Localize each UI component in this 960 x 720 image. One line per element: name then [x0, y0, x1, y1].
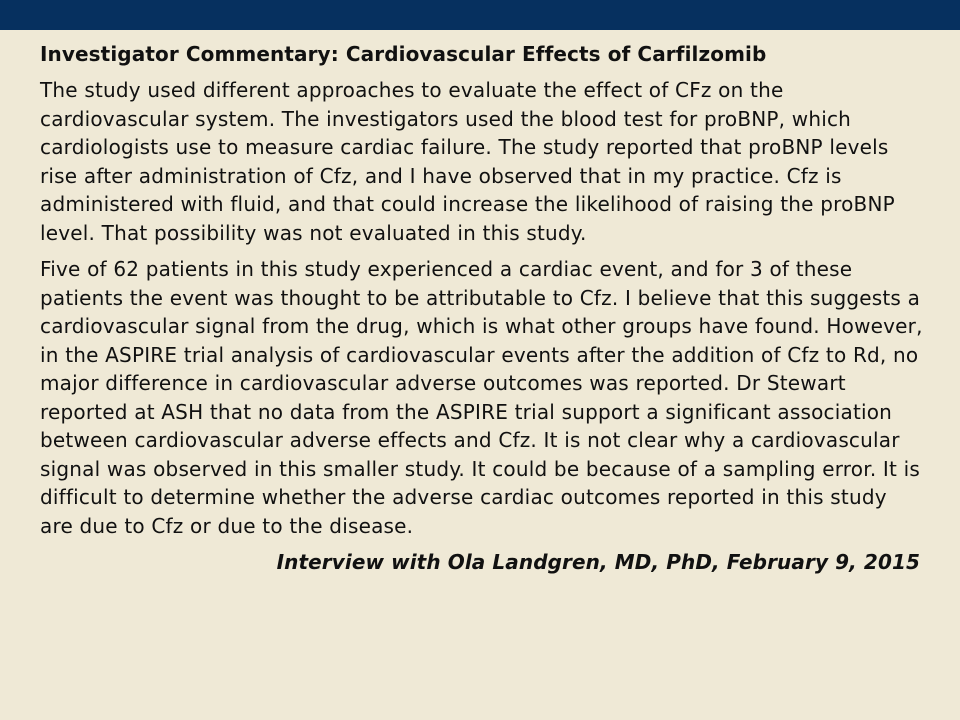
interview-attribution: Interview with Ola Landgren, MD, PhD, February 9, 2015 — [276, 550, 920, 574]
header-bar — [0, 0, 960, 30]
commentary-paragraph-2: Five of 62 patients in this study experienced a cardiac event, and for 3 of these patients the event was thought to be attributable to Cfz. I believe that this suggests a cardiovascular signal from the drug, which is what other groups have found. However, in the ASPIRE trial analysis of cardiovascular events after the addition of Cfz to Rd, no major difference in cardiovascular adverse outcomes was reported. Dr Stewart reported at ASH that no data from the ASPIRE trial support a significant association between cardiovascular adverse effects and Cfz. It is not clear why a cardiovascular signal was observed in this smaller study. It could be because of a sampling error. It is difficult to determine whether the adverse cardiac outcomes reported in this study are due to Cfz or due to the disease. — [40, 257, 923, 538]
commentary-title: Investigator Commentary: Cardiovascular Effects of Carfilzomib — [40, 42, 767, 66]
commentary-paragraph-1: The study used different approaches to evaluate the effect of CFz on the cardiovascular system. The investigators used the blood test for proBNP, which cardiologists use to measure cardiac failure. The study reported that proBNP levels rise after administration of Cfz, and I have observed that in my practice. Cfz is administered with fluid, and that could increase the likelihood of raising the proBNP level. That possibility was not evaluated in this study. — [40, 78, 895, 245]
commentary-content — [40, 40, 925, 576]
